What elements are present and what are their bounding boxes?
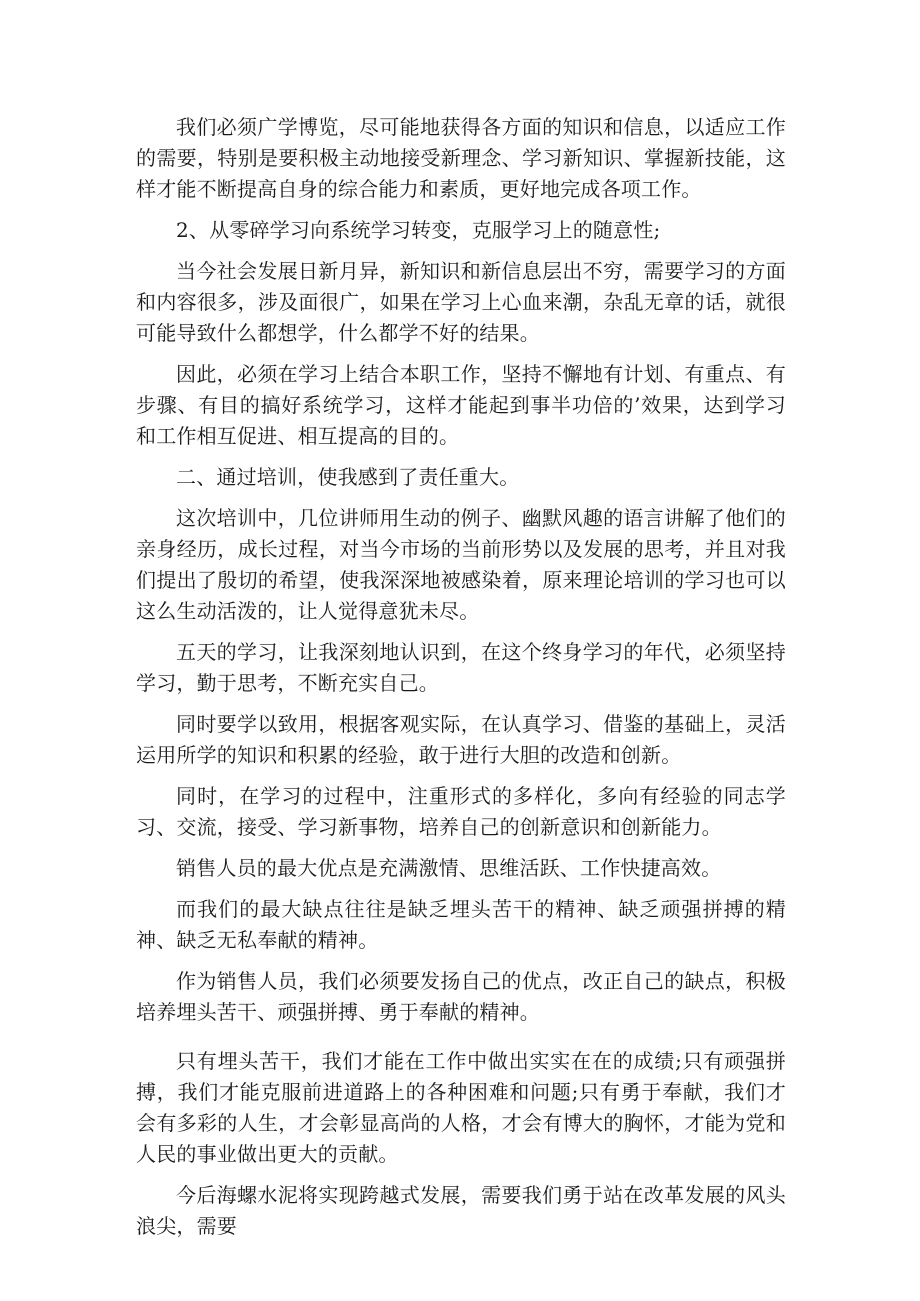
- paragraph: 我们必须广学博览，尽可能地获得各方面的知识和信息，以适应工作的需要，特别是要积极主动地接受新理念、学习新知识、掌握新技能，这样才能不断提高自身的综合能力和素质，更好地完成各项工作。: [136, 115, 786, 201]
- paragraph: 今后海螺水泥将实现跨越式发展，需要我们勇于站在改革发展的风头浪尖，需要: [136, 1183, 786, 1238]
- document-body: [136, 112, 786, 1252]
- paragraph: 只有埋头苦干，我们才能在工作中做出实实在在的成绩;只有顽强拼搏，我们才能克服前进道路上的各种困难和问题;只有勇于奉献，我们才会有多彩的人生，才会彰显高尚的人格，才会有博大的胸怀，才能为党和人民的事业做出更大的贡献。: [136, 1049, 786, 1166]
- paragraph: 销售人员的最大优点是充满激情、思维活跃、工作快捷高效。: [176, 856, 722, 880]
- paragraph: 同时，在学习的过程中，注重形式的多样化，多向有经验的同志学习、交流，接受、学习新事物，培养自己的创新意识和创新能力。: [136, 784, 786, 839]
- paragraph: 同时要学以致用，根据客观实际，在认真学习、借鉴的基础上，灵活运用所学的知识和积累的经验，敢于进行大胆的改造和创新。: [136, 712, 786, 767]
- paragraph: 2、从零碎学习向系统学习转变，克服学习上的随意性;: [176, 218, 661, 242]
- paragraph: 作为销售人员，我们必须要发扬自己的优点，改正自己的缺点，积极培养埋头苦干、顽强拼搏、勇于奉献的精神。: [136, 969, 786, 1024]
- paragraph: 因此，必须在学习上结合本职工作，坚持不懈地有计划、有重点、有步骤、有目的搞好系统学习，这样才能起到事半功倍的’效果，达到学习和工作相互促进、相互提高的目的。: [136, 362, 786, 448]
- paragraph: 当今社会发展日新月异，新知识和新信息层出不穷，需要学习的方面和内容很多，涉及面很广，如果在学习上心血来潮，杂乱无章的话，就很可能导致什么都想学，什么都学不好的结果。: [136, 259, 786, 345]
- paragraph: 这次培训中，几位讲师用生动的例子、幽默风趣的语言讲解了他们的亲身经历，成长过程，对当今市场的当前形势以及发展的思考，并且对我们提出了殷切的希望，使我深深地被感染着，原来理论培训的学习也可以这么生动活泼的，让人觉得意犹未尽。: [136, 506, 786, 623]
- paragraph: 而我们的最大缺点往往是缺乏埋头苦干的精神、缺乏顽强拼搏的精神、缺乏无私奉献的精神。: [136, 897, 786, 952]
- paragraph: 五天的学习，让我深刻地认识到，在这个终身学习的年代，必须坚持学习，勤于思考，不断充实自己。: [136, 640, 786, 695]
- section-heading: 二、通过培训，使我感到了责任重大。: [176, 465, 520, 489]
